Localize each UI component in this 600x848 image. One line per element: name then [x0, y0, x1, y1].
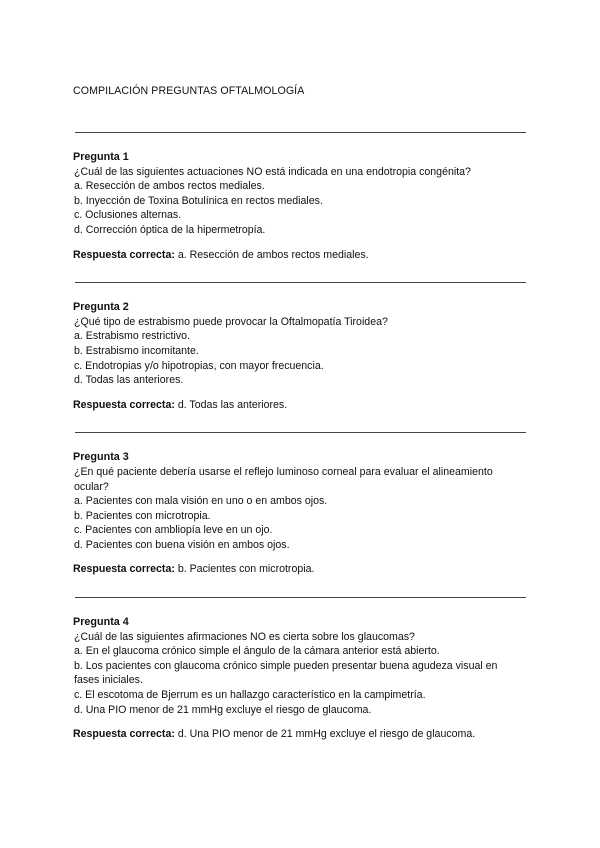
option-item: c. Endotropias y/o hipotropias, con mayor frecuencia. — [74, 359, 324, 372]
question-text: ¿Qué tipo de estrabismo puede provocar la Oftalmopatía Tiroidea? — [74, 315, 388, 328]
divider — [75, 597, 526, 598]
correct-answer-label: Respuesta correcta: — [73, 563, 175, 576]
option-item: d. Todas las anteriores. — [74, 374, 184, 387]
option-list — [73, 329, 524, 387]
divider — [75, 432, 526, 433]
question-heading: Pregunta 3 — [73, 451, 129, 464]
question-heading: Pregunta 4 — [73, 616, 129, 629]
question-heading: Pregunta 1 — [73, 151, 129, 163]
correct-answer-text: a. Resección de ambos rectos mediales. — [177, 248, 369, 261]
question-block — [73, 615, 524, 742]
question-text: ¿En qué paciente debería usarse el reflejo luminoso corneal para evaluar el alineamiento ocular? — [74, 465, 493, 493]
option-item: b. Los pacientes con glaucoma crónico simple pueden presentar buena agudeza visual en fases iniciales. — [74, 659, 498, 687]
correct-answer-text: d. Una PIO menor de 21 mmHg excluye el riesgo de glaucoma. — [177, 728, 476, 741]
question-heading: Pregunta 2 — [73, 301, 129, 314]
option-list — [73, 494, 524, 552]
correct-answer — [73, 562, 524, 577]
option-list — [73, 179, 524, 237]
divider — [75, 282, 526, 283]
correct-answer — [73, 248, 524, 263]
question-block — [73, 150, 524, 262]
option-item: c. Oclusiones alternas. — [74, 209, 182, 222]
correct-answer-label: Respuesta correcta: — [73, 248, 175, 261]
option-item: d. Una PIO menor de 21 mmHg excluye el riesgo de glaucoma. — [74, 703, 372, 716]
question-text: ¿Cuál de las siguientes afirmaciones NO es cierta sobre los glaucomas? — [74, 630, 415, 643]
correct-answer — [73, 398, 524, 413]
option-item: a. Estrabismo restrictivo. — [74, 330, 190, 343]
option-item: b. Estrabismo incomitante. — [74, 344, 199, 357]
question-text: ¿Cuál de las siguientes actuaciones NO está indicada en una endotropia congénita? — [74, 165, 471, 178]
option-item: b. Inyección de Toxina Botulínica en rectos mediales. — [74, 194, 323, 207]
question-block — [73, 300, 524, 412]
question-block — [73, 450, 524, 577]
option-item: b. Pacientes con microtropia. — [74, 509, 211, 522]
option-item: a. En el glaucoma crónico simple el ángulo de la cámara anterior está abierto. — [74, 645, 440, 658]
option-item: a. Resección de ambos rectos mediales. — [74, 180, 265, 193]
document-title: COMPILACIÓN PREGUNTAS OFTALMOLOGÍA — [73, 85, 305, 97]
option-item: c. Pacientes con ambliopía leve en un ojo. — [74, 524, 273, 537]
correct-answer-text: d. Todas las anteriores. — [177, 398, 288, 411]
correct-answer-text: b. Pacientes con microtropia. — [177, 563, 315, 576]
divider — [75, 132, 526, 133]
option-item: d. Pacientes con buena visión en ambos ojos. — [74, 538, 290, 551]
correct-answer-label: Respuesta correcta: — [73, 728, 175, 741]
option-item: a. Pacientes con mala visión en uno o en ambos ojos. — [74, 495, 328, 508]
option-item: c. El escotoma de Bjerrum es un hallazgo característico en la campimetría. — [74, 689, 426, 702]
correct-answer-label: Respuesta correcta: — [73, 398, 175, 411]
correct-answer — [73, 727, 524, 742]
option-list — [73, 644, 524, 717]
option-item: d. Corrección óptica de la hipermetropía. — [74, 223, 266, 236]
